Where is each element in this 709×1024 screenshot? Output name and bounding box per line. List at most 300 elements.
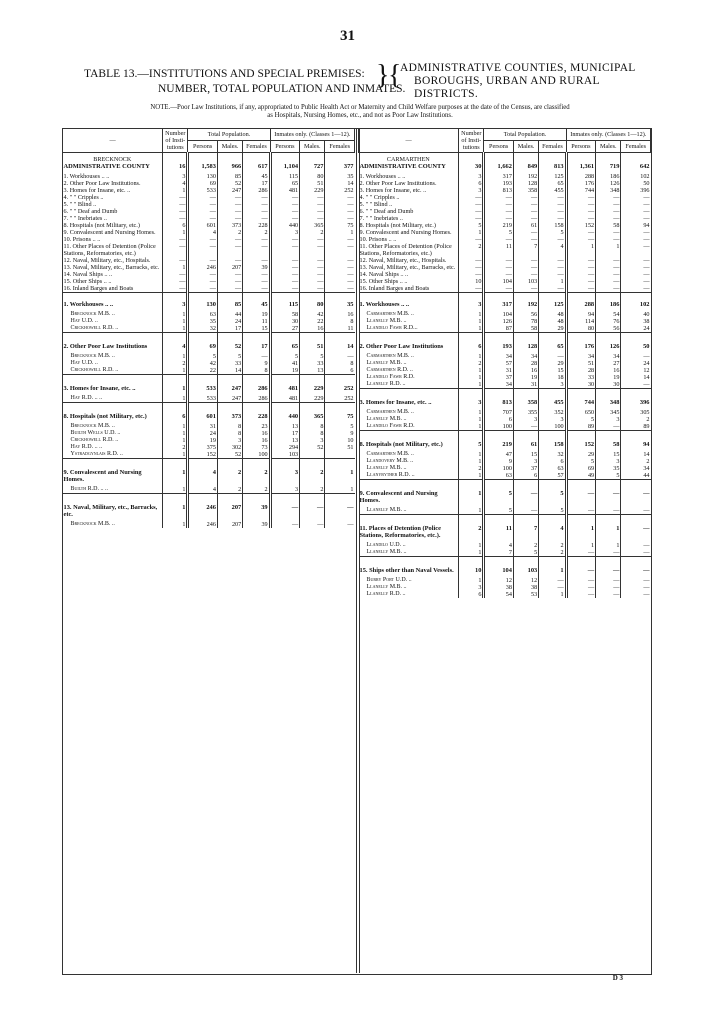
category-row <box>63 222 355 229</box>
cell-value: — <box>539 208 566 215</box>
category-row <box>63 201 355 208</box>
row-label: 3. Homes for Insane, etc. .. <box>359 187 427 194</box>
cell-value: 1 <box>459 381 484 389</box>
cell-value: 158 <box>539 431 566 452</box>
cell-value: 1 <box>325 459 355 487</box>
category-row <box>63 236 355 243</box>
cell-value: — <box>539 271 566 278</box>
cell-value: — <box>217 201 242 208</box>
cell-value: — <box>270 257 300 264</box>
cell-value <box>566 153 596 164</box>
cell-value: — <box>270 215 300 222</box>
row-label: Builth R.D. .. .. <box>70 486 108 492</box>
header-persons: Persons <box>188 141 218 153</box>
cell-value: — <box>188 271 218 278</box>
cell-value: 5 <box>270 353 300 360</box>
district-row <box>359 311 651 318</box>
cell-value: — <box>163 285 188 293</box>
category-row <box>359 201 651 208</box>
cell-value: — <box>459 215 484 222</box>
cell-value: 348 <box>596 389 621 410</box>
row-label: 3. Homes for Insane, etc. .. <box>359 399 432 406</box>
row-label: 1. Workhouses .. .. <box>359 301 410 308</box>
cell-value: — <box>484 257 514 264</box>
cell-value: 23 <box>243 423 270 430</box>
cell-value: 1 <box>163 494 188 522</box>
cell-value: — <box>300 243 325 257</box>
cell-value: 16 <box>513 367 538 374</box>
cell-value: — <box>621 381 651 389</box>
row-label: 7. " " Inebriates .. <box>63 215 107 222</box>
category-row <box>63 173 355 180</box>
row-label: 16. Inland Barges and Boats <box>359 285 430 292</box>
cell-value: 533 <box>188 187 218 194</box>
cell-value: 2 <box>621 416 651 423</box>
cell-value: — <box>459 194 484 201</box>
cell-value: 32 <box>539 451 566 458</box>
cell-value: 1,104 <box>270 163 300 173</box>
cell-value: 19 <box>243 311 270 318</box>
county-total-row <box>359 163 651 173</box>
district-row <box>63 521 355 528</box>
cell-value: — <box>325 194 355 201</box>
row-label: 13. Naval, Military, etc., Barracks, etc. <box>359 264 456 271</box>
cell-value: 3 <box>459 293 484 312</box>
cell-value: 3 <box>163 173 188 180</box>
header-inmate-persons: Persons <box>270 141 300 153</box>
cell-value: 1 <box>596 243 621 257</box>
row-label: 2. Other Poor Law Institutions <box>63 343 148 350</box>
cell-value: 3 <box>270 229 300 236</box>
right-table <box>358 128 651 598</box>
cell-value: 48 <box>539 318 566 325</box>
cell-value: — <box>513 423 538 431</box>
cell-value: 5 <box>539 480 566 508</box>
row-label: Hay U.D. .. <box>70 318 98 324</box>
cell-value: 1 <box>459 353 484 360</box>
cell-value: 6 <box>513 472 538 480</box>
cell-value: 286 <box>243 187 270 194</box>
cell-value: 2 <box>217 486 242 494</box>
cell-value: — <box>513 507 538 515</box>
cell-value: 94 <box>566 311 596 318</box>
cell-value: 39 <box>243 521 270 528</box>
category-row <box>359 271 651 278</box>
cell-value: — <box>566 584 596 591</box>
cell-value: 16 <box>596 367 621 374</box>
cell-value: 3 <box>459 187 484 194</box>
cell-value: 16 <box>300 325 325 333</box>
signature-mark: D 3 <box>612 974 623 982</box>
row-label: Llanelly M.B. .. <box>366 549 407 555</box>
district-row <box>359 409 651 416</box>
cell-value: 247 <box>217 375 242 396</box>
cell-value: 24 <box>217 318 242 325</box>
cell-value: — <box>163 243 188 257</box>
cell-value: 56 <box>513 311 538 318</box>
district-row <box>359 507 651 515</box>
cell-value: — <box>621 243 651 257</box>
cell-value: 41 <box>270 360 300 367</box>
cell-value: — <box>596 285 621 293</box>
row-label: 15. Other Ships .. .. <box>63 278 112 285</box>
cell-value: 31 <box>188 423 218 430</box>
cell-value <box>300 153 325 164</box>
row-label: Llanelly M.B. .. <box>366 507 407 513</box>
row-label: 9. Convalescent and Nursing Homes. <box>63 229 156 236</box>
cell-value: — <box>243 257 270 264</box>
cell-value: 130 <box>188 293 218 312</box>
cell-value: 100 <box>484 465 514 472</box>
cell-value: 7 <box>513 243 538 257</box>
cell-value: 47 <box>484 451 514 458</box>
cell-value: 1 <box>163 229 188 236</box>
row-label: Llanelly M.B. .. <box>366 584 407 590</box>
district-row <box>359 591 651 598</box>
cell-value: 5 <box>539 229 566 236</box>
cell-value: 5 <box>484 507 514 515</box>
cell-value: — <box>621 194 651 201</box>
cell-value: 601 <box>188 222 218 229</box>
cell-value: — <box>325 494 355 522</box>
cell-value: 19 <box>596 374 621 381</box>
cell-value: 69 <box>188 180 218 187</box>
cell-value: 115 <box>270 173 300 180</box>
cell-value: 2 <box>217 229 242 236</box>
cell-value: — <box>566 507 596 515</box>
row-label: 14. Naval Ships .. .. <box>63 271 113 278</box>
cell-value: 5 <box>459 431 484 452</box>
cell-value: 1 <box>459 229 484 236</box>
cell-value: 744 <box>566 187 596 194</box>
row-label: Hay R.D. .. .. <box>70 395 103 401</box>
cell-value: 30 <box>596 381 621 389</box>
cell-value: — <box>300 201 325 208</box>
cell-value: 2 <box>539 549 566 557</box>
cell-value: 252 <box>325 375 355 396</box>
area-title-line: ADMINISTRATIVE COUNTIES, MUNICIPAL <box>400 62 636 74</box>
cell-value: 5 <box>188 353 218 360</box>
header-males: Males. <box>217 141 242 153</box>
header-total-population: Total Population. <box>484 129 566 141</box>
cell-value: 533 <box>188 375 218 396</box>
cell-value: 6 <box>163 222 188 229</box>
cell-value: — <box>539 194 566 201</box>
cell-value: — <box>484 208 514 215</box>
district-row <box>359 423 651 431</box>
cell-value: 8 <box>217 423 242 430</box>
cell-value: — <box>621 515 651 543</box>
cell-value: — <box>188 243 218 257</box>
cell-value: 288 <box>566 173 596 180</box>
header-blank: — <box>359 129 459 153</box>
row-label: Crickhowell R.D. .. <box>70 325 119 331</box>
cell-value: 38 <box>621 318 651 325</box>
cell-value: 45 <box>243 173 270 180</box>
cell-value: — <box>566 285 596 293</box>
cell-value: — <box>539 285 566 293</box>
cell-value: 481 <box>270 187 300 194</box>
cell-value: 94 <box>621 431 651 452</box>
cell-value: 1 <box>596 515 621 543</box>
category-row <box>359 257 651 264</box>
cell-value: 104 <box>484 557 514 578</box>
cell-value: — <box>621 271 651 278</box>
cell-value: — <box>188 215 218 222</box>
cell-value: 4 <box>539 243 566 257</box>
cell-value: 317 <box>484 173 514 180</box>
row-label: 15. Ships other than Naval Vessels. <box>359 567 454 574</box>
cell-value: 207 <box>217 521 242 528</box>
header-inmates: Inmates only. (Classes 1—12). <box>270 129 354 141</box>
cell-value: 103 <box>513 557 538 578</box>
cell-value: 125 <box>539 293 566 312</box>
district-row <box>63 325 355 333</box>
row-label: CARMARTHEN <box>386 156 430 163</box>
cell-value <box>325 153 355 164</box>
cell-value: 1 <box>163 430 188 437</box>
right-brace: } <box>376 60 390 91</box>
cell-value: — <box>513 208 538 215</box>
cell-value: — <box>459 208 484 215</box>
row-label: 9. Convalescent and Nursing Homes. <box>359 490 438 504</box>
cell-value: 744 <box>566 389 596 410</box>
row-label: 6. " " Deaf and Dumb <box>63 208 118 215</box>
cell-value: 13 <box>270 423 300 430</box>
cell-value: — <box>484 201 514 208</box>
cell-value: 229 <box>300 375 325 396</box>
cell-value: 707 <box>484 409 514 416</box>
cell-value: 1 <box>459 318 484 325</box>
cell-value: 252 <box>325 187 355 194</box>
category-row <box>63 271 355 278</box>
cell-value: — <box>596 480 621 508</box>
cell-value: 152 <box>566 431 596 452</box>
cell-value: 45 <box>243 293 270 312</box>
cell-value: — <box>621 591 651 598</box>
cell-value: — <box>217 236 242 243</box>
cell-value: — <box>596 215 621 222</box>
cell-value: 94 <box>621 222 651 229</box>
cell-value: — <box>217 257 242 264</box>
cell-value: 19 <box>270 367 300 375</box>
cell-value: 103 <box>513 278 538 285</box>
cell-value: 17 <box>270 430 300 437</box>
district-row <box>359 458 651 465</box>
cell-value: 373 <box>217 403 242 424</box>
row-label: Crickhowell R.D. .. <box>70 367 119 373</box>
cell-value: — <box>243 353 270 360</box>
cell-value: 80 <box>300 173 325 180</box>
cell-value: 1 <box>539 278 566 285</box>
cell-value: 34 <box>513 353 538 360</box>
cell-value: — <box>243 215 270 222</box>
cell-value: 11 <box>325 325 355 333</box>
cell-value: 53 <box>513 591 538 598</box>
header-females: Females <box>539 141 566 153</box>
cell-value: 377 <box>325 163 355 173</box>
row-label: 6. " " Deaf and Dumb <box>359 208 414 215</box>
cell-value: — <box>188 285 218 293</box>
row-label: Llanybyther R.D. .. <box>366 472 415 478</box>
row-label: 7. " " Inebriates .. <box>359 215 403 222</box>
cell-value: 455 <box>539 389 566 410</box>
cell-value: — <box>243 201 270 208</box>
cell-value: 16 <box>243 430 270 437</box>
cell-value: 4 <box>188 229 218 236</box>
cell-value: 6 <box>163 403 188 424</box>
cell-value: 1 <box>459 507 484 515</box>
cell-value: — <box>566 236 596 243</box>
district-row <box>63 444 355 451</box>
cell-value: — <box>621 278 651 285</box>
cell-value: 192 <box>513 173 538 180</box>
cell-value: 75 <box>325 222 355 229</box>
cell-value: 1 <box>325 229 355 236</box>
cell-value: 2 <box>459 243 484 257</box>
cell-value: — <box>621 549 651 557</box>
cell-value: 40 <box>621 311 651 318</box>
cell-value <box>325 451 355 459</box>
cell-value: 28 <box>566 367 596 374</box>
cell-value: — <box>484 236 514 243</box>
cell-value: — <box>566 591 596 598</box>
category-row <box>63 180 355 187</box>
cell-value: 37 <box>484 374 514 381</box>
cell-value: 1 <box>566 542 596 549</box>
cell-value: 1 <box>163 437 188 444</box>
row-label: Llanelly M.B. .. <box>366 318 407 324</box>
category-row <box>63 229 355 236</box>
cell-value: 89 <box>621 423 651 431</box>
district-row <box>63 353 355 360</box>
cell-value: 10 <box>325 437 355 444</box>
left-table <box>62 128 355 528</box>
row-label: Hay U.D. .. <box>70 360 98 366</box>
cell-value: 352 <box>539 409 566 416</box>
cell-value: — <box>513 215 538 222</box>
cell-value: — <box>539 215 566 222</box>
cell-value: 1 <box>459 409 484 416</box>
cell-value: 3 <box>513 416 538 423</box>
cell-value: 33 <box>217 360 242 367</box>
cell-value: — <box>163 257 188 264</box>
cell-value: 813 <box>484 389 514 410</box>
cell-value: — <box>484 194 514 201</box>
cell-value: 440 <box>270 222 300 229</box>
cell-value: — <box>596 229 621 236</box>
cell-value: 727 <box>300 163 325 173</box>
row-label: Llandilo Fawr R.D. <box>366 374 415 380</box>
cell-value: — <box>513 201 538 208</box>
category-row <box>359 264 651 271</box>
row-label: Carmarthen R.D. .. <box>366 367 413 373</box>
row-label: 14. Naval Ships .. .. <box>359 271 409 278</box>
cell-value: 246 <box>188 264 218 271</box>
cell-value: 103 <box>270 451 300 459</box>
cell-value: — <box>243 285 270 293</box>
row-label: 5. " " Blind .. <box>359 201 393 208</box>
district-row <box>359 367 651 374</box>
cell-value: — <box>300 494 325 522</box>
section-total-row <box>63 333 355 354</box>
cell-value: 481 <box>270 375 300 396</box>
district-row <box>63 395 355 403</box>
cell-value: — <box>163 208 188 215</box>
cell-value: 193 <box>484 180 514 187</box>
cell-value: — <box>513 229 538 236</box>
county-name-row <box>63 153 355 164</box>
district-row <box>359 360 651 367</box>
cell-value: — <box>325 285 355 293</box>
category-row <box>359 215 651 222</box>
row-label: 1. Workhouses .. .. <box>359 173 406 180</box>
cell-value: 51 <box>300 333 325 354</box>
cell-value: — <box>621 236 651 243</box>
row-label: 8. Hospitals (not Military, etc.) <box>63 222 140 229</box>
section-total-row <box>63 293 355 312</box>
cell-value: — <box>539 257 566 264</box>
cell-value: 35 <box>188 318 218 325</box>
table-note: NOTE.—Poor Law Institutions, if any, appropriated to Public Health Act or Maternity and Child Welfare purposes at the date of the Census, are classified as Hospitals, Nursing Homes, etc., and not as Poor Law Institutions. <box>150 104 570 119</box>
row-label: 11. Other Places of Detention (Police Stations, Reformatories, etc.) <box>63 243 156 257</box>
cell-value: 44 <box>217 311 242 318</box>
header-number: Number of Insti- tutions <box>163 129 188 153</box>
cell-value: — <box>566 194 596 201</box>
category-row <box>359 278 651 285</box>
cell-value: — <box>621 257 651 264</box>
cell-value: 54 <box>596 311 621 318</box>
cell-value: 18 <box>539 374 566 381</box>
cell-value: 58 <box>270 311 300 318</box>
cell-value: 8 <box>217 430 242 437</box>
cell-value: 396 <box>621 187 651 194</box>
cell-value: 4 <box>163 180 188 187</box>
cell-value: 1 <box>566 243 596 257</box>
cell-value: 6 <box>459 333 484 354</box>
row-label: 3. Homes for Insane, etc. .. <box>63 385 136 392</box>
cell-value: 52 <box>217 180 242 187</box>
row-label: Hay R.D. .. .. <box>70 444 103 450</box>
row-label: 2. Other Poor Law Institutions. <box>63 180 141 187</box>
cell-value: 8 <box>300 423 325 430</box>
cell-value: — <box>188 236 218 243</box>
cell-value: 65 <box>539 333 566 354</box>
cell-value: — <box>325 278 355 285</box>
cell-value: — <box>566 557 596 578</box>
cell-value: — <box>621 584 651 591</box>
cell-value: 38 <box>513 584 538 591</box>
district-row <box>63 318 355 325</box>
cell-value: 29 <box>566 451 596 458</box>
cell-value: 1 <box>459 423 484 431</box>
category-row <box>359 194 651 201</box>
row-label: 10. Prisons .. .. <box>63 236 101 243</box>
cell-value: — <box>596 584 621 591</box>
cell-value: 61 <box>513 431 538 452</box>
cell-value: — <box>325 208 355 215</box>
category-row <box>359 229 651 236</box>
cell-value: 3 <box>596 458 621 465</box>
district-row <box>63 430 355 437</box>
cell-value: 6 <box>539 458 566 465</box>
cell-value: — <box>300 257 325 264</box>
row-label: 12. Naval, Military, etc., Hospitals. <box>359 257 447 264</box>
cell-value: 849 <box>513 163 538 173</box>
cell-value: 52 <box>217 333 242 354</box>
cell-value: 1,361 <box>566 163 596 173</box>
cell-value: — <box>270 201 300 208</box>
